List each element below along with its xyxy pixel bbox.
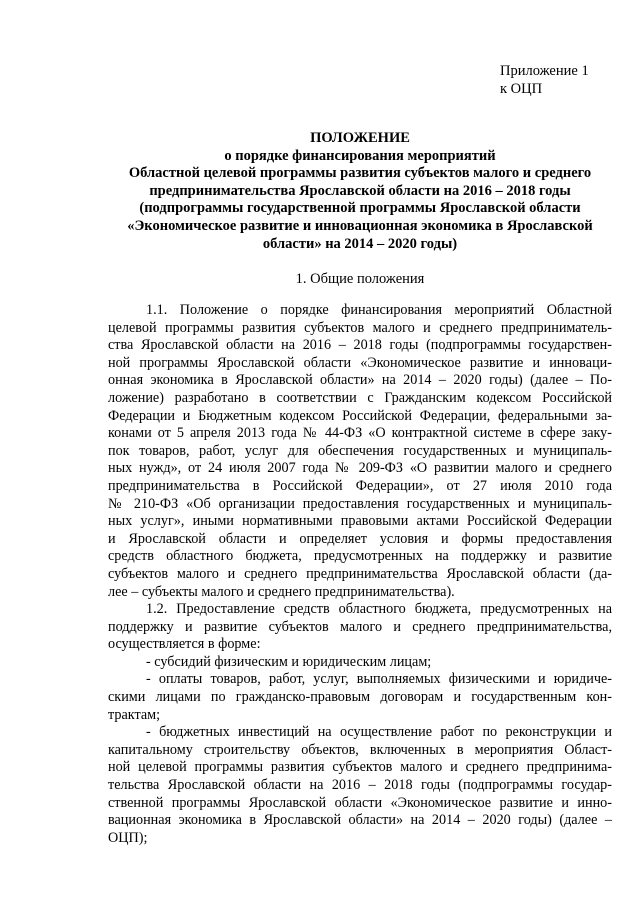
title-line: (подпрограммы государственной программы Ярославской области bbox=[139, 200, 581, 217]
body-line: конами от 5 апреля 2013 года № 44-ФЗ «О контрактной системе в сфере заку- bbox=[108, 425, 612, 442]
body-line: трактам; bbox=[108, 706, 161, 723]
title-line: предпринимательства Ярославской области на 2016 – 2018 годы bbox=[149, 182, 571, 199]
body-text bbox=[108, 302, 612, 847]
document-title bbox=[108, 130, 612, 253]
body-line: осуществляется в форме: bbox=[108, 636, 261, 653]
body-line: ложение) разработано в соответствии с Гражданским кодексом Российской bbox=[108, 389, 612, 406]
body-line: № 210-ФЗ «Об организации предоставления государственных и муниципаль- bbox=[108, 495, 612, 512]
body-line: пок товаров, работ, услуг для обеспечения государственных и муниципаль- bbox=[108, 442, 612, 459]
title-line: о порядке финансирования мероприятий bbox=[224, 147, 496, 164]
body-line: ственной программы Ярославской области «Экономическое развитие и инно- bbox=[108, 794, 612, 811]
body-line: поддержку и развитие субъектов малого и среднего предпринимательства, bbox=[108, 618, 612, 635]
title-line: области» на 2014 – 2020 годы) bbox=[262, 235, 458, 252]
body-line: тельства Ярославской области на 2016 – 2018 годы (подпрограммы государ- bbox=[108, 777, 612, 794]
body-line: ных услуг», иными нормативными правовыми актами Российской Федерации bbox=[108, 513, 612, 530]
body-line: вационная экономика в Ярославской области» на 2014 – 2020 годы) (далее – bbox=[108, 812, 612, 829]
body-line: 1.2. Предоставление средств областного бюджета, предусмотренных на bbox=[146, 601, 612, 618]
annex-line-1: Приложение 1 bbox=[500, 63, 589, 79]
body-line: целевой программы развития субъектов малого и среднего предприниматель- bbox=[108, 319, 612, 336]
body-line: предпринимательства в Российской Федерации», от 27 июля 2010 года bbox=[108, 477, 612, 494]
body-line: - оплаты товаров, работ, услуг, выполняемых физическими и юридиче- bbox=[146, 671, 612, 688]
body-line: субъектов малого и среднего предпринимательства Ярославской области (да- bbox=[108, 565, 612, 582]
body-line: - бюджетных инвестиций на осуществление работ по реконструкции и bbox=[146, 724, 612, 741]
body-line: онная экономика в Ярославской области» на 2014 – 2020 годы) (далее – По- bbox=[108, 372, 612, 389]
body-line: Федерации и Бюджетным кодексом Российской Федерации, федеральными за- bbox=[108, 407, 612, 424]
body-line: ной программы Ярославской области «Экономическое развитие и инновaци- bbox=[108, 354, 612, 371]
body-line: ства Ярославской области на 2016 – 2018 годы (подпрограммы государствен- bbox=[108, 337, 612, 354]
body-line: средств областного бюджета, предусмотренных на поддержку и развитие bbox=[108, 548, 612, 565]
title-line: Областной целевой программы развития субъектов малого и среднего bbox=[128, 165, 592, 182]
body-line: и Ярославской области и определяет условия и формы предоставления bbox=[108, 530, 612, 547]
body-line: - субсидий физическим и юридическим лицам; bbox=[146, 653, 432, 670]
body-line: скими лицами по гражданско-правовым договорам и государственным кон- bbox=[108, 689, 612, 706]
annex-line-2: к ОЦП bbox=[500, 81, 543, 97]
body-line: ОЦП); bbox=[108, 829, 148, 846]
title-line: ПОЛОЖЕНИЕ bbox=[310, 130, 410, 146]
body-line: капитальному строительству объектов, включенных в мероприятия Област- bbox=[108, 741, 612, 758]
body-line: ных нужд», от 24 июля 2007 года № 209-ФЗ «О развитии малого и среднего bbox=[108, 460, 612, 477]
body-line: 1.1. Положение о порядке финансирования мероприятий Областной bbox=[146, 302, 612, 318]
title-line: «Экономическое развитие и инновационная экономика в Ярославской bbox=[127, 217, 593, 234]
annex-label bbox=[500, 62, 589, 98]
section-heading: 1. Общие положения bbox=[295, 271, 425, 287]
body-line: ной целевой программы развития субъектов малого и среднего предпринима- bbox=[108, 759, 612, 776]
body-line: лее – субъекты малого и среднего предпринимательства). bbox=[108, 583, 455, 600]
